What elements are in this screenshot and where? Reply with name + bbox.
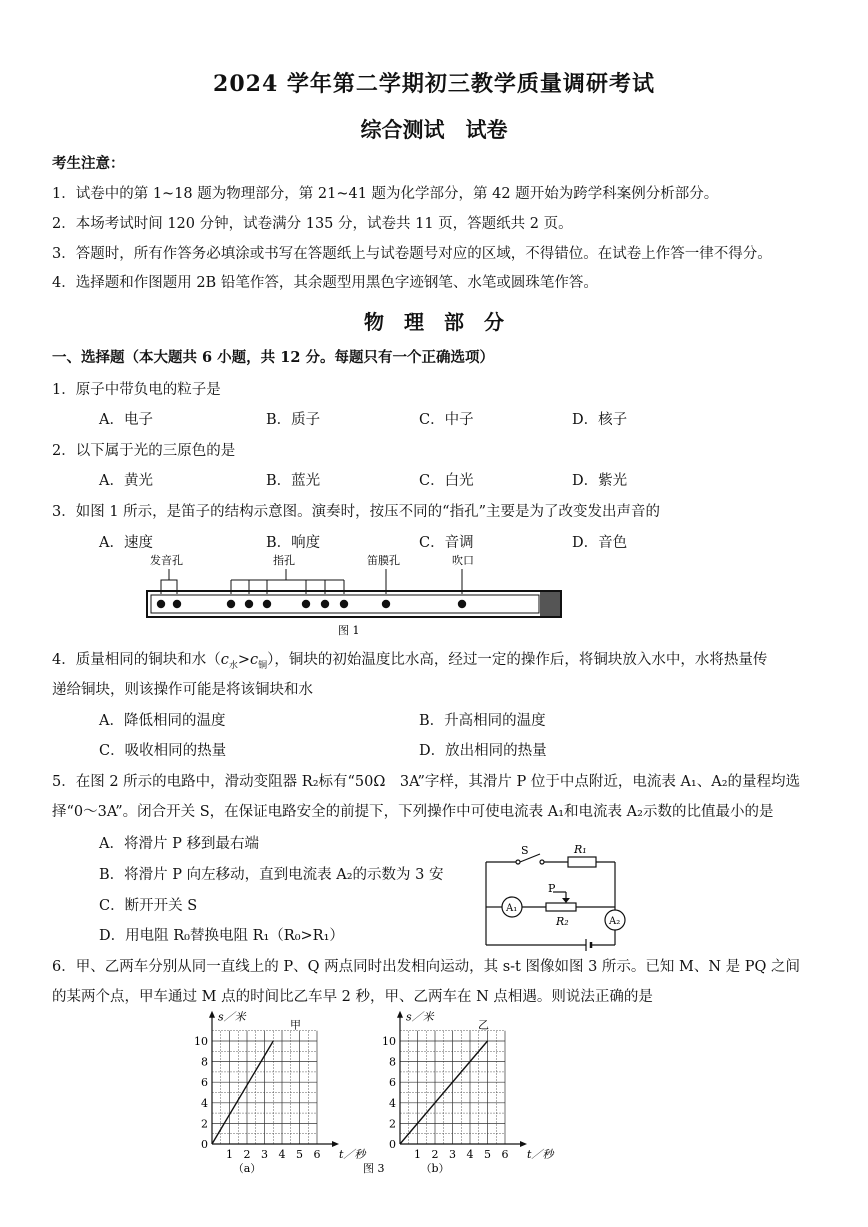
x-tick-label: 1 (226, 1148, 233, 1161)
x-tick-label: 2 (431, 1148, 439, 1161)
option: D．紫光 (572, 473, 628, 489)
question-stem: 6．甲、乙两车分别从同一直线上的 P、Q 两点同时出发相向运动，其 s-t 图像如图 3 所示。已知 M、N 是 PQ 之间 (52, 959, 801, 975)
option: A．黄光 (99, 473, 153, 489)
y-axis-arrow (397, 1011, 403, 1018)
figure1-flute (140, 550, 570, 642)
option: B．将滑片 P 向左移动，直到电流表 A₂的示数为 3 安 (99, 867, 444, 883)
option: B．蓝光 (266, 473, 321, 489)
x-axis-arrow (332, 1141, 339, 1147)
x-axis-label: t／秒 (339, 1148, 366, 1161)
label-p: P (548, 882, 556, 895)
option: C．中子 (419, 412, 474, 428)
question-stem: 2．以下属于光的三原色的是 (52, 443, 236, 459)
graph-sublabel: （a） (232, 1162, 262, 1175)
label-mouth-hole: 吹口 (452, 554, 474, 567)
y-axis-arrow (209, 1011, 215, 1018)
x-tick-label: 5 (484, 1148, 491, 1161)
notice-heading: 考生注意： (52, 155, 125, 172)
y-tick-label: 6 (389, 1076, 396, 1090)
series-label: 甲 (290, 1018, 301, 1032)
x-tick-label: 5 (296, 1148, 303, 1161)
question-stem-line2: 择“0～3A”。闭合开关 S，在保证电路安全的前提下，下列操作中可使电流表 A₁和电流表 A₂示数的比值最小的是 (52, 804, 774, 820)
question-stem: 5．在图 2 所示的电路中，滑动变阻器 R₂标有“50Ω 3A”字样，其滑片 P 位于中点附近，电流表 A₁、A₂的量程均选 (52, 774, 801, 790)
x-axis-arrow (520, 1141, 527, 1147)
x-axis-label: t／秒 (527, 1148, 554, 1161)
option: A．将滑片 P 移到最右端 (99, 836, 259, 852)
question-stem-line2: 的某两个点，甲车通过 M 点的时间比乙车早 2 秒，甲、乙两车在 N 点相遇。则说法正确的是 (52, 989, 653, 1005)
notice-item: 3．答题时，所有作答务必填涂或书写在答题纸上与试卷题号对应的区域，不得错位。在试卷上作答一律不得分。 (52, 246, 772, 262)
notice-item: 1．试卷中的第 1~18 题为物理部分，第 21~41 题为化学部分，第 42 题开始为跨学科案例分析部分。 (52, 186, 719, 202)
question-stem: 1．原子中带负电的粒子是 (52, 382, 221, 398)
x-tick-label: 3 (449, 1148, 456, 1161)
exam-subtitle: 综合测试 试卷 (360, 117, 508, 142)
label-a1: A₁ (506, 903, 518, 914)
y-tick-label: 4 (389, 1096, 396, 1110)
label-finger-holes: 指孔 (273, 554, 295, 567)
graph-sublabel: （b） (420, 1162, 450, 1175)
y-tick-label: 6 (201, 1076, 208, 1090)
series-label: 乙 (478, 1018, 489, 1032)
option: A．降低相同的温度 (99, 713, 226, 729)
option: B．升高相同的温度 (419, 713, 546, 729)
question-stem-line2: 递给铜块，则该操作可能是将该铜块和水 (52, 682, 313, 698)
y-tick-label: 10 (382, 1035, 396, 1048)
figure3-caption: 图 3 (363, 1162, 385, 1175)
flute-end-cap (540, 592, 560, 616)
label-sound-hole: 发音孔 (150, 554, 183, 567)
section-title: 物 理 部 分 (364, 310, 504, 334)
y-axis-label: s／米 (406, 1010, 434, 1024)
notice-item: 2．本场考试时间 120 分钟，试卷满分 135 分，试卷共 11 页，答题纸共 2 页。 (52, 216, 573, 232)
figure2-circuit (478, 840, 638, 955)
option: D．核子 (572, 412, 628, 428)
option: A．电子 (99, 412, 153, 428)
label-switch: S (521, 844, 529, 857)
y-tick-label: 4 (201, 1096, 208, 1110)
option: B．响度 (266, 535, 321, 551)
x-tick-label: 1 (414, 1148, 421, 1161)
label-membrane-hole: 笛膜孔 (367, 554, 400, 567)
x-tick-label: 2 (243, 1148, 251, 1161)
x-tick-label: 4 (278, 1148, 286, 1161)
option: D．放出相同的热量 (419, 743, 547, 759)
question-stem: 4．质量相同的铜块和水$(c_水>c_铜)$，铜块的初始温度比水高，经过一定的操作后，将铜块放入水中，水将热量传 (52, 652, 768, 671)
option: C．吸收相同的热量 (99, 743, 227, 759)
x-tick-label: 6 (501, 1148, 509, 1161)
y-tick-label: 2 (389, 1117, 396, 1131)
label-r1: R₁ (574, 843, 587, 856)
y-tick-label: 2 (201, 1117, 208, 1131)
notice-item: 4．选择题和作图题用 2B 铅笔作答，其余题型用黑色字迹钢笔、水笔或圆珠笔作答。 (52, 275, 598, 291)
option: A．速度 (99, 535, 153, 551)
option: D．音色 (572, 535, 628, 551)
y-tick-label: 0 (389, 1138, 396, 1151)
part-title: 一、选择题（本大题共 6 小题，共 12 分。每题只有一个正确选项） (52, 349, 494, 366)
question-stem: 3．如图 1 所示，是笛子的结构示意图。演奏时，按压不同的“指孔”主要是为了改变发出声音的 (52, 504, 660, 520)
label-a2: A₂ (609, 916, 621, 927)
x-tick-label: 4 (466, 1148, 474, 1161)
label-r2: R₂ (556, 915, 569, 928)
y-tick-label: 8 (201, 1055, 208, 1069)
y-tick-label: 0 (201, 1138, 208, 1151)
option: C．白光 (419, 473, 474, 489)
x-tick-label: 6 (313, 1148, 321, 1161)
y-axis-label: s／米 (218, 1010, 246, 1024)
option: C．断开开关 S (99, 898, 198, 914)
option: D．用电阻 R₀替换电阻 R₁（R₀>R₁） (99, 928, 344, 944)
x-tick-label: 3 (261, 1148, 268, 1161)
exam-title: 2024 学年第二学期初三教学质量调研考试 (213, 71, 655, 97)
figure3-st-graphs (180, 1010, 560, 1175)
option: C．音调 (419, 535, 474, 551)
option: B．质子 (266, 412, 321, 428)
y-tick-label: 10 (194, 1035, 208, 1048)
figure1-caption: 图 1 (338, 624, 360, 637)
y-tick-label: 8 (389, 1055, 396, 1069)
